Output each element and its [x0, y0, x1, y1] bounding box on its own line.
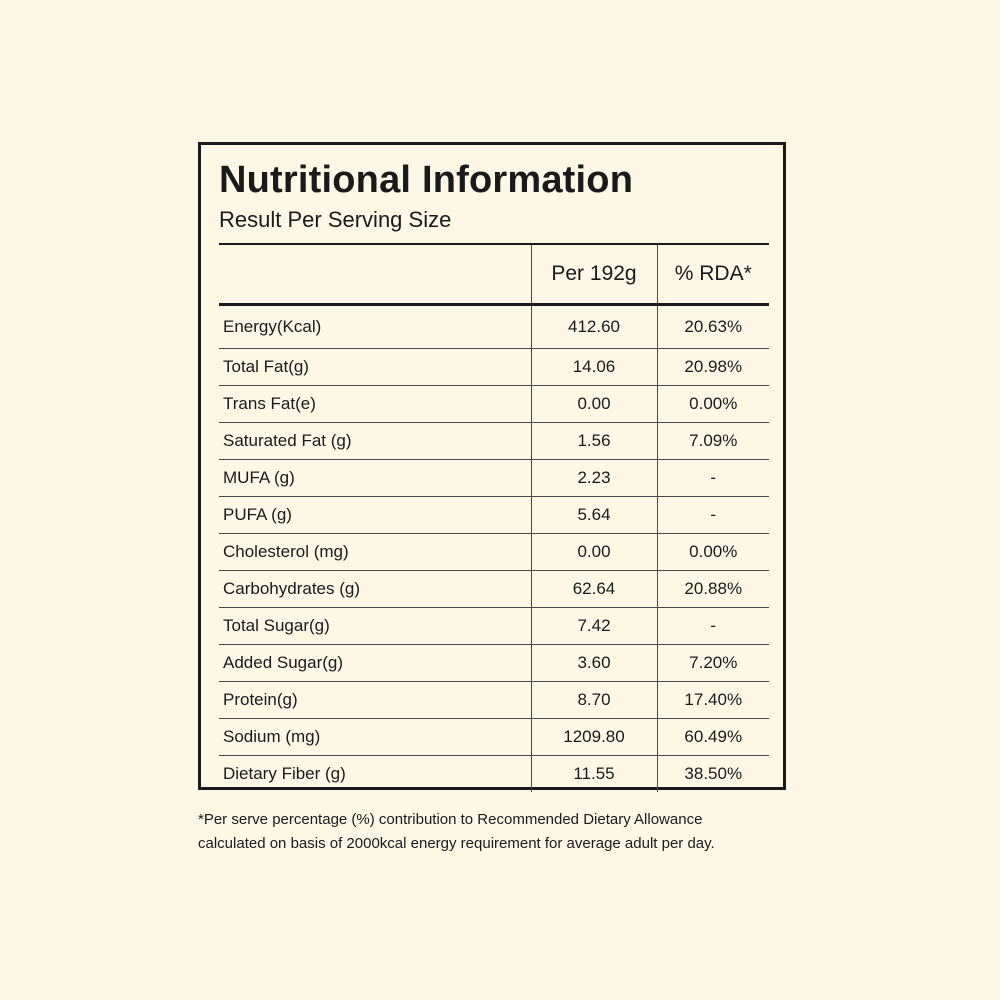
- nutrient-name: Dietary Fiber (g): [223, 764, 346, 783]
- nutrient-rda: 0.00%: [657, 534, 769, 571]
- nutrient-per-serving: 412.60: [531, 305, 657, 349]
- nutrient-name: PUFA (g): [219, 497, 531, 534]
- nutrient-name: Sodium (mg): [219, 719, 531, 756]
- nutrient-per-serving: 14.06: [531, 349, 657, 386]
- footnote: [198, 808, 818, 856]
- nutrient-name: Total Fat(g): [219, 349, 531, 386]
- nutrient-per-serving: 62.64: [531, 571, 657, 608]
- nutrient-per-serving: 5.64: [531, 497, 657, 534]
- header-per-serving: Per 192g: [531, 244, 657, 305]
- nutrient-per-serving: 11.55: [531, 756, 657, 793]
- header-nutrient: [219, 244, 531, 305]
- table-row: [219, 682, 769, 719]
- nutrient-name: Saturated Fat (g): [219, 423, 531, 460]
- table-row: [219, 756, 769, 793]
- nutrient-rda: -: [657, 608, 769, 645]
- nutrient-per-serving: 2.23: [531, 460, 657, 497]
- nutrient-rda: 7.09%: [657, 423, 769, 460]
- footnote-line: *Per serve percentage (%) contribution to Recommended Dietary Allowance: [198, 811, 703, 828]
- table-row: [219, 534, 769, 571]
- label-title: Nutritional Information: [219, 159, 634, 201]
- table-row: [219, 645, 769, 682]
- nutrient-rda: -: [657, 460, 769, 497]
- nutrient-name: Carbohydrates (g): [219, 571, 531, 608]
- nutrient-rda: 60.49%: [657, 719, 769, 756]
- nutrient-per-serving: 1209.80: [531, 719, 657, 756]
- nutrient-rda: -: [657, 497, 769, 534]
- nutrient-rda: 20.98%: [657, 349, 769, 386]
- nutrition-label: [198, 142, 786, 790]
- nutrient-name: Cholesterol (mg): [219, 534, 531, 571]
- nutrient-per-serving: 3.60: [531, 645, 657, 682]
- table-row: [219, 386, 769, 423]
- table-row: [219, 305, 769, 349]
- footnote-line: calculated on basis of 2000kcal energy requirement for average adult per day.: [198, 835, 715, 852]
- table-row: [219, 571, 769, 608]
- table-row: [219, 460, 769, 497]
- table-row: [219, 608, 769, 645]
- table-row: [219, 497, 769, 534]
- nutrient-rda: 20.88%: [657, 571, 769, 608]
- nutrient-per-serving: 7.42: [531, 608, 657, 645]
- nutrient-name: Energy(Kcal): [219, 305, 531, 349]
- nutrient-rda: 17.40%: [657, 682, 769, 719]
- nutrient-rda: 7.20%: [657, 645, 769, 682]
- nutrient-rda: 20.63%: [657, 305, 769, 349]
- nutrient-per-serving: 0.00: [531, 534, 657, 571]
- header-rda: % RDA*: [657, 244, 769, 305]
- table-row: [219, 719, 769, 756]
- table-row: [219, 423, 769, 460]
- nutrient-per-serving: 0.00: [531, 386, 657, 423]
- label-subtitle: Result Per Serving Size: [219, 207, 452, 232]
- table-row: [219, 349, 769, 386]
- nutrient-per-serving: 8.70: [531, 682, 657, 719]
- nutrient-name: MUFA (g): [219, 460, 531, 497]
- nutrient-name: Protein(g): [219, 682, 531, 719]
- nutrient-name: Trans Fat(e): [219, 386, 531, 423]
- nutrient-name: Added Sugar(g): [219, 645, 531, 682]
- nutrient-rda: 0.00%: [657, 386, 769, 423]
- nutrient-name: Total Sugar(g): [219, 608, 531, 645]
- nutrient-per-serving: 1.56: [531, 423, 657, 460]
- nutrient-rda: 38.50%: [657, 756, 769, 793]
- nutrition-table: [219, 243, 769, 792]
- table-header-row: [219, 244, 769, 305]
